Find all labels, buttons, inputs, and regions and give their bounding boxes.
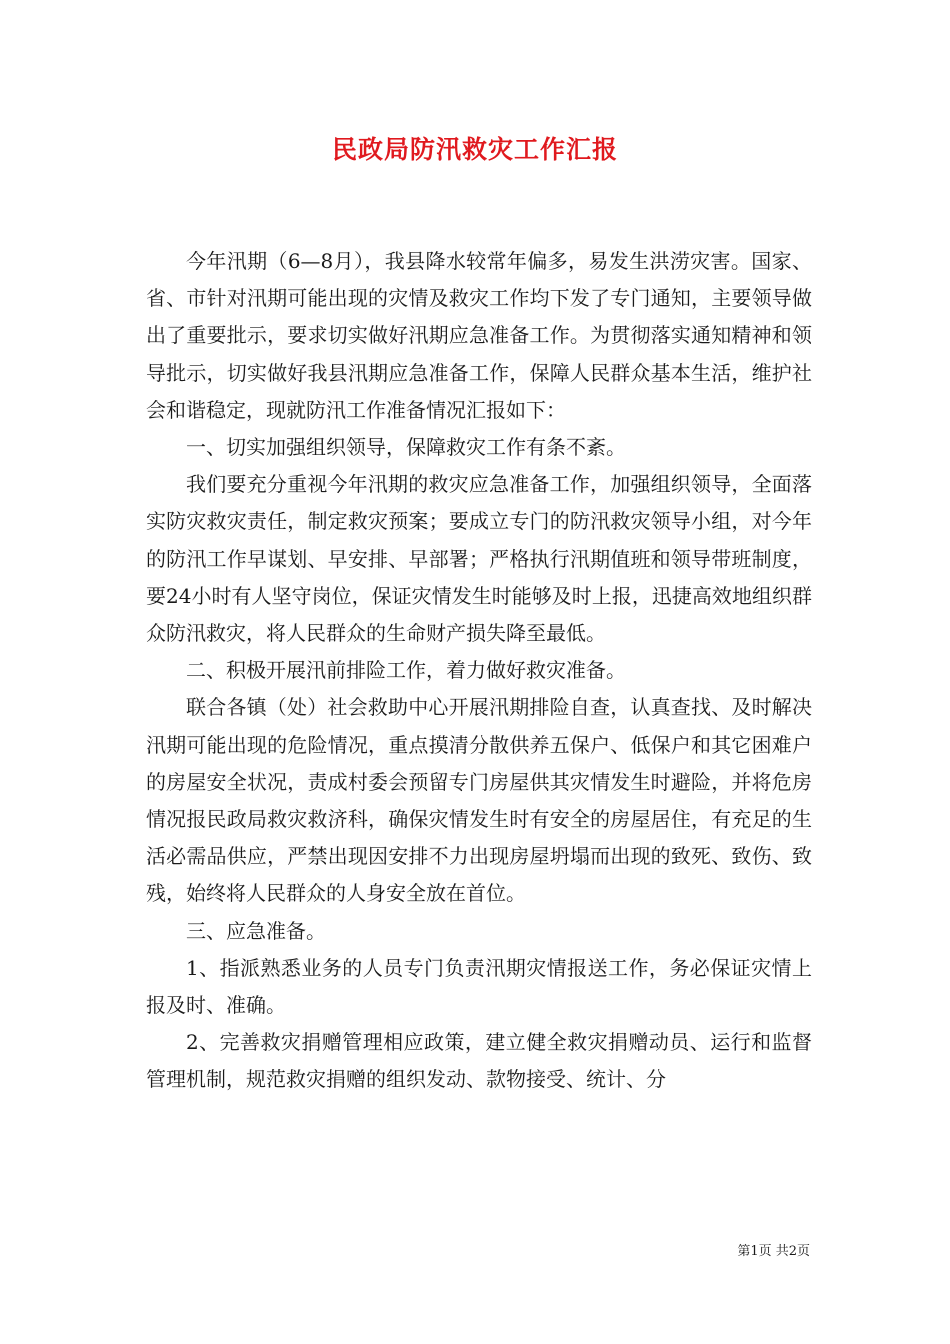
paragraph-section-2: 联合各镇（处）社会救助中心开展汛期排险自查，认真查找、及时解决汛期可能出现的危险情况，重点摸清分散供养五保户、低保户和其它困难户的房屋安全状况，责成村委会预留专门房屋供其灾情发生时避险，并将危房情况报民政局救灾救济科，确保灾情发生时有安全的房屋居住，有充足的生活必需品供应，严禁出现因安排不力出现房屋坍塌而出现的致死、致伤、致残，始终将人民群众的人身安全放在首位。 — [146, 695, 812, 906]
document-body — [146, 243, 812, 1099]
paragraph-section-1: 我们要充分重视今年汛期的救灾应急准备工作，加强组织领导，全面落实防灾救灾责任，制定救灾预案；要成立专门的防汛救灾领导小组，对今年的防汛工作早谋划、早安排、早部署；严格执行汛期值班和领导带班制度，要24小时有人坚守岗位，保证灾情发生时能够及时上报，迅捷高效地组织群众防汛救灾，将人民群众的生命财产损失降至最低。 — [146, 472, 812, 646]
paragraph-intro: 今年汛期（6—8月），我县降水较常年偏多，易发生洪涝灾害。国家、省、市针对汛期可能出现的灾情及救灾工作均下发了专门通知，主要领导做出了重要批示，要求切实做好汛期应急准备工作。为贯彻落实通知精神和领导批示，切实做好我县汛期应急准备工作，保障人民群众基本生活，维护社会和谐稳定，现就防汛工作准备情况汇报如下： — [146, 249, 812, 422]
document-title: 民政局防汛救灾工作汇报 — [331, 135, 618, 164]
paragraph-item-1: 1、指派熟悉业务的人员专门负责汛期灾情报送工作，务必保证灾情上报及时、准确。 — [146, 955, 812, 1018]
section-heading-1: 一、切实加强组织领导，保障救灾工作有条不紊。 — [186, 435, 626, 460]
paragraph-item-2: 2、完善救灾捐赠管理相应政策，建立健全救灾捐赠动员、运行和监督管理机制，规范救灾捐赠的组织发动、款物接受、统计、分 — [146, 1030, 812, 1092]
page-number-footer: 第1页 共2页 — [737, 1244, 810, 1259]
section-heading-2: 二、积极开展汛前排险工作，着力做好救灾准备。 — [186, 658, 626, 683]
section-heading-3: 三、应急准备。 — [186, 918, 326, 943]
